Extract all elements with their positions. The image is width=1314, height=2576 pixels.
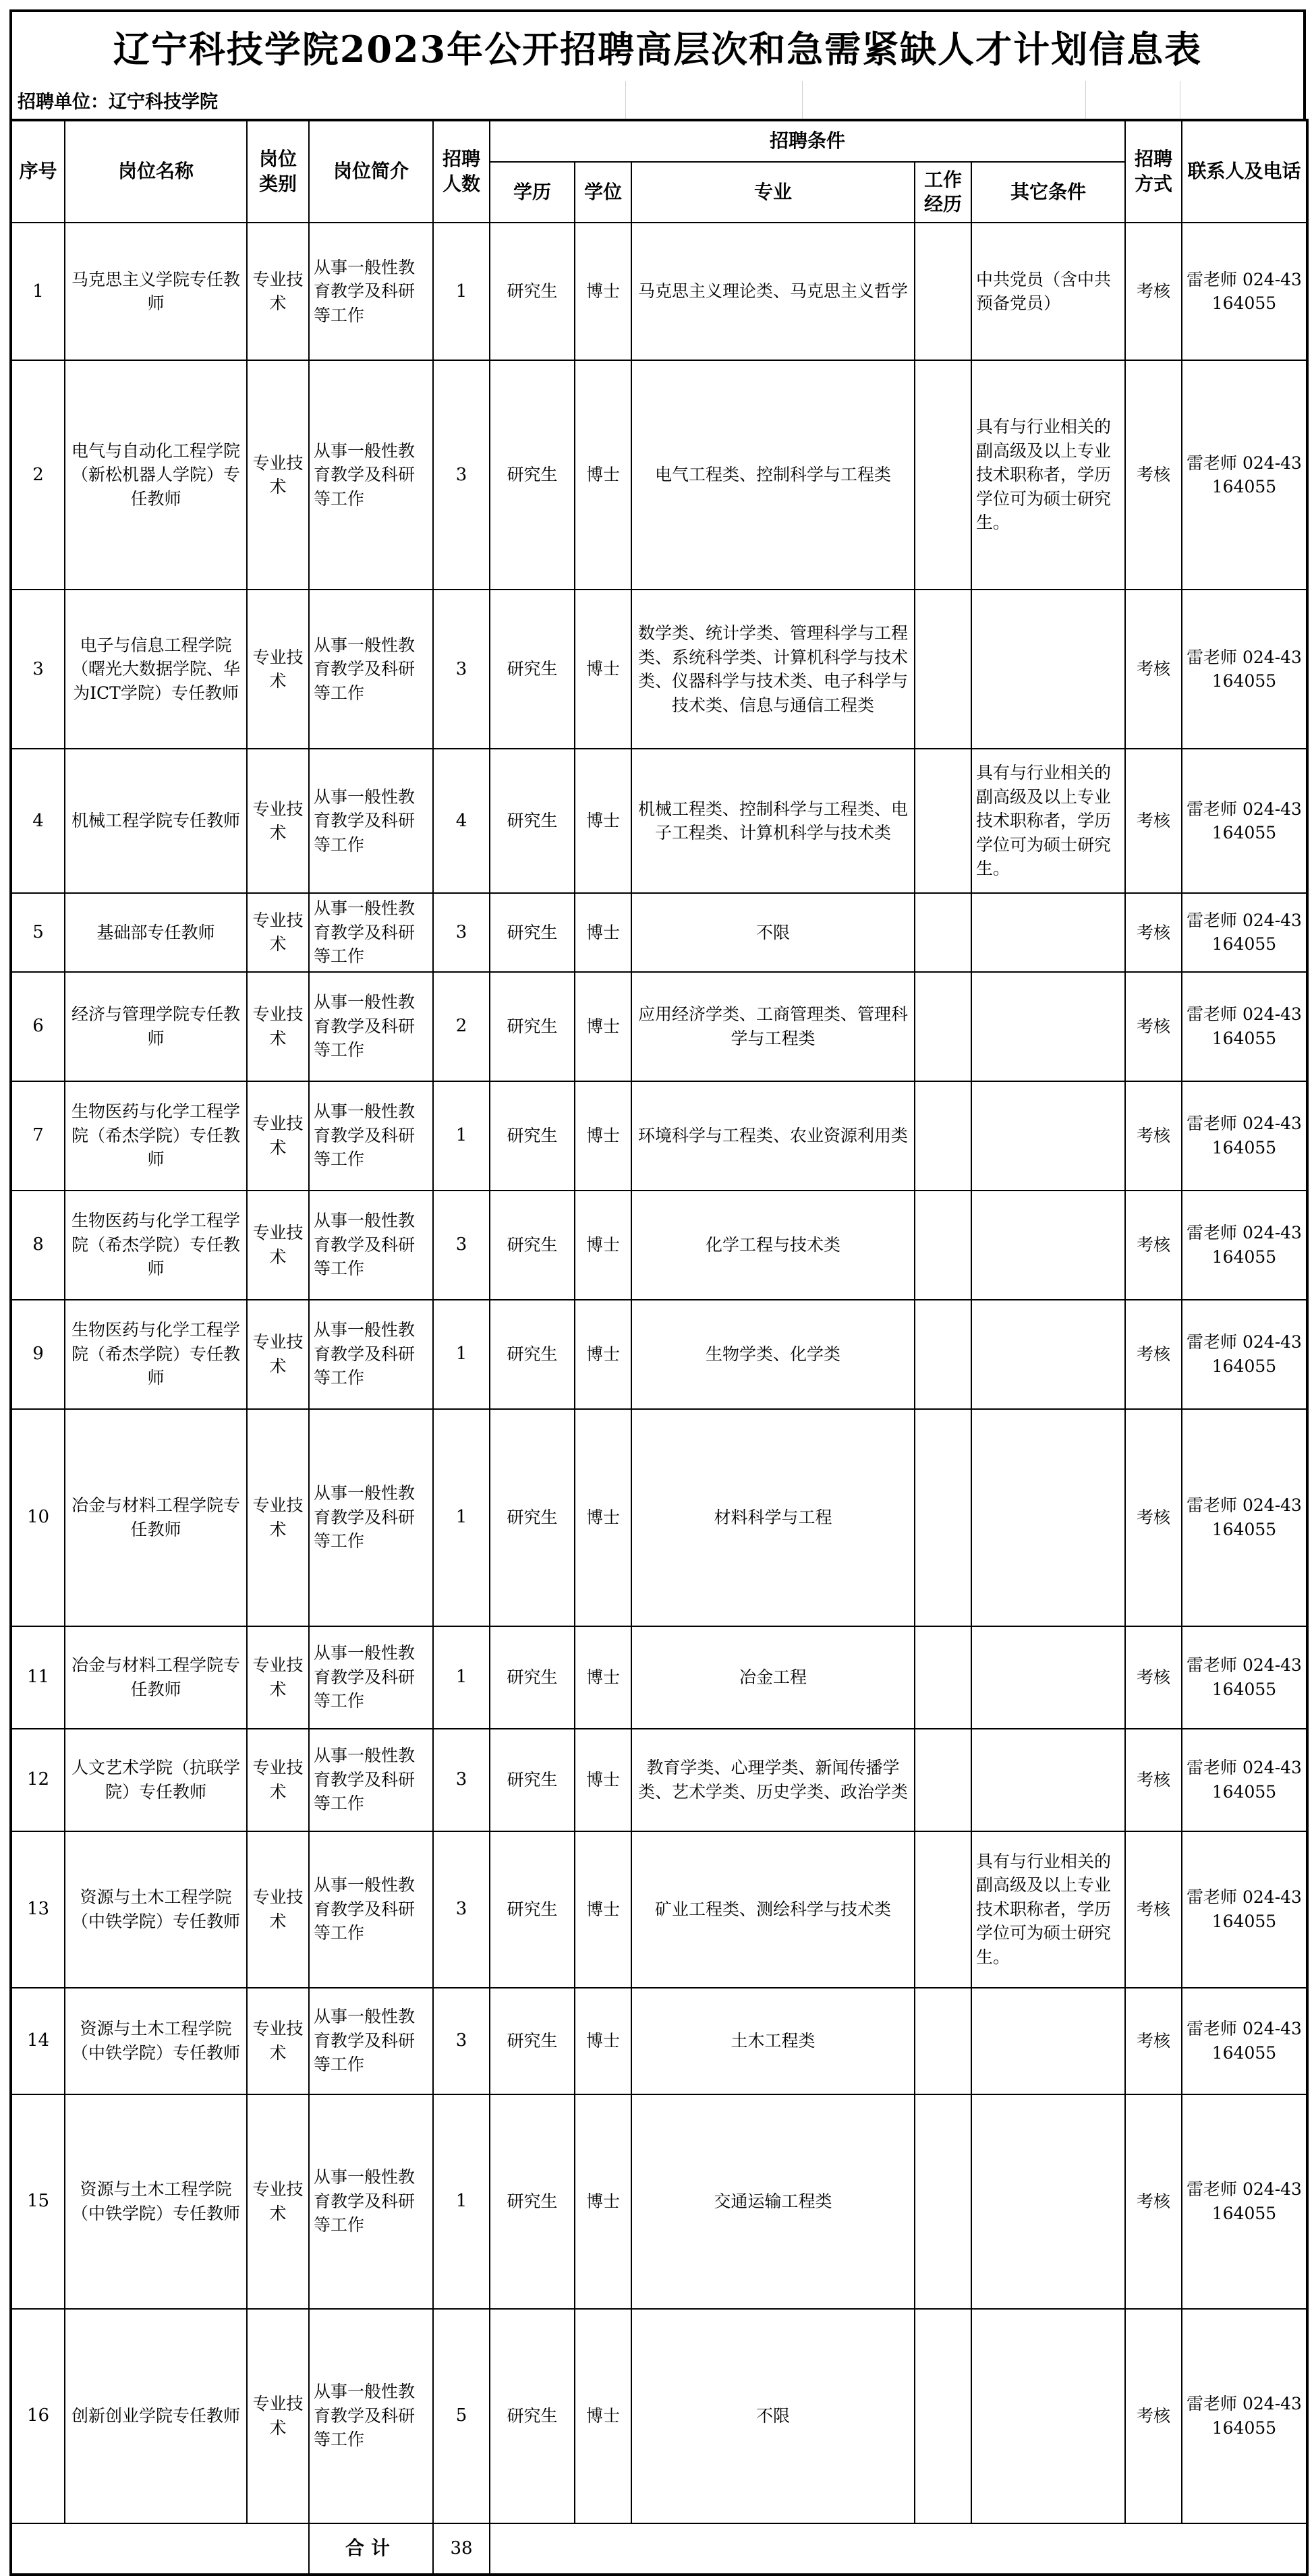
cell-intro: 从事一般性教育教学及科研等工作 <box>309 2309 433 2523</box>
cell-count: 1 <box>433 1300 490 1409</box>
cell-method: 考核 <box>1125 360 1182 590</box>
cell-intro: 从事一般性教育教学及科研等工作 <box>309 1831 433 1988</box>
cell-major: 电气工程类、控制科学与工程类 <box>631 360 915 590</box>
cell-experience <box>915 1729 971 1831</box>
cell-intro: 从事一般性教育教学及科研等工作 <box>309 360 433 590</box>
cell-category: 专业技术 <box>247 1831 309 1988</box>
cell-degree: 博士 <box>575 1191 631 1300</box>
cell-seq: 12 <box>11 1729 65 1831</box>
page-title: 辽宁科技学院2023年公开招聘高层次和急需紧缺人才计划信息表 <box>9 9 1306 81</box>
cell-intro: 从事一般性教育教学及科研等工作 <box>309 1409 433 1626</box>
table-row <box>11 1191 1307 1300</box>
table-row <box>11 1626 1307 1729</box>
recruiting-unit: 招聘单位：辽宁科技学院 <box>12 81 626 119</box>
cell-position: 机械工程学院专任教师 <box>65 749 247 893</box>
cell-major: 材料科学与工程 <box>631 1409 915 1626</box>
total-count: 38 <box>433 2523 490 2575</box>
cell-degree: 博士 <box>575 1626 631 1729</box>
cell-seq: 14 <box>11 1988 65 2094</box>
cell-position: 生物医药与化学工程学院（希杰学院）专任教师 <box>65 1300 247 1409</box>
cell-major: 矿业工程类、测绘科学与技术类 <box>631 1831 915 1988</box>
recruitment-table <box>9 119 1309 2576</box>
cell-method: 考核 <box>1125 2094 1182 2309</box>
cell-seq: 3 <box>11 590 65 749</box>
table-row <box>11 360 1307 590</box>
cell-position: 经济与管理学院专任教师 <box>65 972 247 1081</box>
cell-intro: 从事一般性教育教学及科研等工作 <box>309 1081 433 1191</box>
cell-seq: 10 <box>11 1409 65 1626</box>
cell-other <box>971 1300 1125 1409</box>
table-row <box>11 1729 1307 1831</box>
header-major: 专业 <box>631 162 915 223</box>
cell-category: 专业技术 <box>247 223 309 360</box>
cell-other: 中共党员（含中共预备党员） <box>971 223 1125 360</box>
cell-education: 研究生 <box>490 1409 575 1626</box>
header-position: 岗位名称 <box>65 120 247 223</box>
cell-major: 不限 <box>631 893 915 972</box>
cell-contact: 雷老师 024-43164055 <box>1182 1626 1307 1729</box>
cell-education: 研究生 <box>490 1191 575 1300</box>
header-method: 招聘方式 <box>1125 120 1182 223</box>
cell-category: 专业技术 <box>247 2309 309 2523</box>
cell-other <box>971 1191 1125 1300</box>
cell-position: 资源与土木工程学院（中铁学院）专任教师 <box>65 2094 247 2309</box>
cell-count: 1 <box>433 2094 490 2309</box>
cell-degree: 博士 <box>575 893 631 972</box>
cell-experience <box>915 223 971 360</box>
cell-degree: 博士 <box>575 1081 631 1191</box>
cell-method: 考核 <box>1125 1409 1182 1626</box>
table-row <box>11 749 1307 893</box>
cell-position: 资源与土木工程学院（中铁学院）专任教师 <box>65 1831 247 1988</box>
cell-position: 生物医药与化学工程学院（希杰学院）专任教师 <box>65 1191 247 1300</box>
cell-position: 电子与信息工程学院（曙光大数据学院、华为ICT学院）专任教师 <box>65 590 247 749</box>
cell-experience <box>915 1831 971 1988</box>
cell-contact: 雷老师 024-43164055 <box>1182 893 1307 972</box>
cell-intro: 从事一般性教育教学及科研等工作 <box>309 223 433 360</box>
cell-major: 教育学类、心理学类、新闻传播学类、艺术学类、历史学类、政治学类 <box>631 1729 915 1831</box>
cell-contact: 雷老师 024-43164055 <box>1182 1729 1307 1831</box>
cell-other <box>971 1729 1125 1831</box>
cell-position: 创新创业学院专任教师 <box>65 2309 247 2523</box>
cell-major: 环境科学与工程类、农业资源利用类 <box>631 1081 915 1191</box>
cell-method: 考核 <box>1125 972 1182 1081</box>
cell-experience <box>915 590 971 749</box>
cell-intro: 从事一般性教育教学及科研等工作 <box>309 1191 433 1300</box>
header-degree: 学位 <box>575 162 631 223</box>
header-other: 其它条件 <box>971 162 1125 223</box>
cell-contact: 雷老师 024-43164055 <box>1182 2094 1307 2309</box>
cell-position: 人文艺术学院（抗联学院）专任教师 <box>65 1729 247 1831</box>
cell-degree: 博士 <box>575 749 631 893</box>
cell-degree: 博士 <box>575 223 631 360</box>
cell-category: 专业技术 <box>247 1300 309 1409</box>
cell-experience <box>915 1300 971 1409</box>
cell-seq: 15 <box>11 2094 65 2309</box>
table-row <box>11 893 1307 972</box>
cell-intro: 从事一般性教育教学及科研等工作 <box>309 590 433 749</box>
header-seq: 序号 <box>11 120 65 223</box>
cell-contact: 雷老师 024-43164055 <box>1182 1300 1307 1409</box>
cell-other <box>971 972 1125 1081</box>
cell-contact: 雷老师 024-43164055 <box>1182 972 1307 1081</box>
table-row <box>11 1831 1307 1988</box>
cell-seq: 7 <box>11 1081 65 1191</box>
cell-experience <box>915 1988 971 2094</box>
cell-major: 土木工程类 <box>631 1988 915 2094</box>
cell-seq: 13 <box>11 1831 65 1988</box>
cell-education: 研究生 <box>490 1300 575 1409</box>
header-conditions: 招聘条件 <box>490 120 1125 162</box>
cell-experience <box>915 749 971 893</box>
cell-method: 考核 <box>1125 749 1182 893</box>
cell-category: 专业技术 <box>247 360 309 590</box>
cell-major: 不限 <box>631 2309 915 2523</box>
cell-method: 考核 <box>1125 1626 1182 1729</box>
cell-seq: 4 <box>11 749 65 893</box>
cell-contact: 雷老师 024-43164055 <box>1182 223 1307 360</box>
cell-education: 研究生 <box>490 893 575 972</box>
cell-method: 考核 <box>1125 1081 1182 1191</box>
table-row <box>11 1081 1307 1191</box>
total-row <box>11 2523 1307 2575</box>
cell-contact: 雷老师 024-43164055 <box>1182 590 1307 749</box>
cell-category: 专业技术 <box>247 893 309 972</box>
cell-experience <box>915 1626 971 1729</box>
header-education: 学历 <box>490 162 575 223</box>
cell-experience <box>915 2094 971 2309</box>
cell-education: 研究生 <box>490 360 575 590</box>
cell-intro: 从事一般性教育教学及科研等工作 <box>309 1300 433 1409</box>
cell-major: 马克思主义理论类、马克思主义哲学 <box>631 223 915 360</box>
cell-intro: 从事一般性教育教学及科研等工作 <box>309 1626 433 1729</box>
header-row-1 <box>11 120 1307 162</box>
cell-degree: 博士 <box>575 2094 631 2309</box>
cell-position: 冶金与材料工程学院专任教师 <box>65 1409 247 1626</box>
cell-category: 专业技术 <box>247 972 309 1081</box>
cell-method: 考核 <box>1125 223 1182 360</box>
cell-other: 具有与行业相关的副高级及以上专业技术职称者，学历学位可为硕士研究生。 <box>971 1831 1125 1988</box>
header-intro: 岗位简介 <box>309 120 433 223</box>
cell-seq: 5 <box>11 893 65 972</box>
cell-education: 研究生 <box>490 1081 575 1191</box>
cell-method: 考核 <box>1125 1988 1182 2094</box>
cell-count: 3 <box>433 590 490 749</box>
cell-position: 生物医药与化学工程学院（希杰学院）专任教师 <box>65 1081 247 1191</box>
cell-experience <box>915 972 971 1081</box>
cell-position: 资源与土木工程学院（中铁学院）专任教师 <box>65 1988 247 2094</box>
cell-degree: 博士 <box>575 590 631 749</box>
cell-contact: 雷老师 024-43164055 <box>1182 2309 1307 2523</box>
cell-degree: 博士 <box>575 2309 631 2523</box>
cell-experience <box>915 1191 971 1300</box>
cell-method: 考核 <box>1125 893 1182 972</box>
cell-count: 2 <box>433 972 490 1081</box>
header-count: 招聘人数 <box>433 120 490 223</box>
cell-seq: 1 <box>11 223 65 360</box>
cell-degree: 博士 <box>575 1988 631 2094</box>
cell-count: 3 <box>433 1191 490 1300</box>
cell-count: 3 <box>433 360 490 590</box>
cell-intro: 从事一般性教育教学及科研等工作 <box>309 972 433 1081</box>
cell-seq: 6 <box>11 972 65 1081</box>
cell-intro: 从事一般性教育教学及科研等工作 <box>309 2094 433 2309</box>
cell-other <box>971 1081 1125 1191</box>
cell-position: 基础部专任教师 <box>65 893 247 972</box>
cell-other <box>971 590 1125 749</box>
cell-major: 交通运输工程类 <box>631 2094 915 2309</box>
cell-other: 具有与行业相关的副高级及以上专业技术职称者，学历学位可为硕士研究生。 <box>971 360 1125 590</box>
cell-education: 研究生 <box>490 1988 575 2094</box>
cell-contact: 雷老师 024-43164055 <box>1182 1081 1307 1191</box>
cell-count: 1 <box>433 1626 490 1729</box>
cell-major: 化学工程与技术类 <box>631 1191 915 1300</box>
cell-degree: 博士 <box>575 972 631 1081</box>
cell-intro: 从事一般性教育教学及科研等工作 <box>309 893 433 972</box>
table-row <box>11 1300 1307 1409</box>
cell-education: 研究生 <box>490 2309 575 2523</box>
table-row <box>11 2094 1307 2309</box>
cell-position: 电气与自动化工程学院（新松机器人学院）专任教师 <box>65 360 247 590</box>
cell-experience <box>915 360 971 590</box>
cell-seq: 16 <box>11 2309 65 2523</box>
cell-position: 冶金与材料工程学院专任教师 <box>65 1626 247 1729</box>
cell-education: 研究生 <box>490 590 575 749</box>
table-row <box>11 223 1307 360</box>
cell-count: 3 <box>433 1729 490 1831</box>
cell-contact: 雷老师 024-43164055 <box>1182 1191 1307 1300</box>
cell-category: 专业技术 <box>247 1626 309 1729</box>
cell-major: 冶金工程 <box>631 1626 915 1729</box>
cell-intro: 从事一般性教育教学及科研等工作 <box>309 1988 433 2094</box>
cell-count: 3 <box>433 1831 490 1988</box>
cell-education: 研究生 <box>490 749 575 893</box>
cell-other <box>971 1409 1125 1626</box>
cell-category: 专业技术 <box>247 1729 309 1831</box>
cell-experience <box>915 1081 971 1191</box>
cell-count: 3 <box>433 1988 490 2094</box>
table-row <box>11 1988 1307 2094</box>
cell-method: 考核 <box>1125 1300 1182 1409</box>
cell-other <box>971 1626 1125 1729</box>
cell-contact: 雷老师 024-43164055 <box>1182 1409 1307 1626</box>
cell-experience <box>915 893 971 972</box>
cell-other <box>971 2094 1125 2309</box>
cell-seq: 8 <box>11 1191 65 1300</box>
cell-method: 考核 <box>1125 1191 1182 1300</box>
cell-category: 专业技术 <box>247 1191 309 1300</box>
cell-major: 机械工程类、控制科学与工程类、电子工程类、计算机科学与技术类 <box>631 749 915 893</box>
cell-degree: 博士 <box>575 1729 631 1831</box>
header-contact: 联系人及电话 <box>1182 120 1307 223</box>
cell-seq: 2 <box>11 360 65 590</box>
table-row <box>11 972 1307 1081</box>
cell-contact: 雷老师 024-43164055 <box>1182 1831 1307 1988</box>
cell-seq: 9 <box>11 1300 65 1409</box>
cell-major: 数学类、统计学类、管理科学与工程类、系统科学类、计算机科学与技术类、仪器科学与技术类、电子科学与技术类、信息与通信工程类 <box>631 590 915 749</box>
cell-education: 研究生 <box>490 972 575 1081</box>
table-row <box>11 2309 1307 2523</box>
cell-category: 专业技术 <box>247 1988 309 2094</box>
cell-experience <box>915 1409 971 1626</box>
cell-count: 3 <box>433 893 490 972</box>
cell-education: 研究生 <box>490 1626 575 1729</box>
cell-count: 1 <box>433 223 490 360</box>
cell-intro: 从事一般性教育教学及科研等工作 <box>309 749 433 893</box>
cell-seq: 11 <box>11 1626 65 1729</box>
cell-contact: 雷老师 024-43164055 <box>1182 1988 1307 2094</box>
table-row <box>11 1409 1307 1626</box>
total-label: 合计 <box>309 2523 433 2575</box>
cell-other <box>971 893 1125 972</box>
cell-education: 研究生 <box>490 2094 575 2309</box>
cell-degree: 博士 <box>575 1831 631 1988</box>
cell-major: 生物学类、化学类 <box>631 1300 915 1409</box>
cell-degree: 博士 <box>575 360 631 590</box>
cell-category: 专业技术 <box>247 2094 309 2309</box>
cell-education: 研究生 <box>490 223 575 360</box>
cell-degree: 博士 <box>575 1300 631 1409</box>
cell-category: 专业技术 <box>247 749 309 893</box>
cell-count: 5 <box>433 2309 490 2523</box>
cell-category: 专业技术 <box>247 590 309 749</box>
header-category: 岗位类别 <box>247 120 309 223</box>
cell-position: 马克思主义学院专任教师 <box>65 223 247 360</box>
header-experience: 工作经历 <box>915 162 971 223</box>
cell-count: 4 <box>433 749 490 893</box>
cell-count: 1 <box>433 1409 490 1626</box>
cell-category: 专业技术 <box>247 1409 309 1626</box>
table-row <box>11 590 1307 749</box>
cell-other <box>971 2309 1125 2523</box>
cell-category: 专业技术 <box>247 1081 309 1191</box>
cell-experience <box>915 2309 971 2523</box>
cell-method: 考核 <box>1125 590 1182 749</box>
cell-major: 应用经济学类、工商管理类、管理科学与工程类 <box>631 972 915 1081</box>
cell-method: 考核 <box>1125 1831 1182 1988</box>
cell-method: 考核 <box>1125 2309 1182 2523</box>
cell-intro: 从事一般性教育教学及科研等工作 <box>309 1729 433 1831</box>
cell-method: 考核 <box>1125 1729 1182 1831</box>
cell-contact: 雷老师 024-43164055 <box>1182 360 1307 590</box>
cell-education: 研究生 <box>490 1729 575 1831</box>
cell-count: 1 <box>433 1081 490 1191</box>
cell-degree: 博士 <box>575 1409 631 1626</box>
cell-contact: 雷老师 024-43164055 <box>1182 749 1307 893</box>
recruiting-unit-row <box>9 81 1306 119</box>
cell-education: 研究生 <box>490 1831 575 1988</box>
cell-other: 具有与行业相关的副高级及以上专业技术职称者，学历学位可为硕士研究生。 <box>971 749 1125 893</box>
cell-other <box>971 1988 1125 2094</box>
